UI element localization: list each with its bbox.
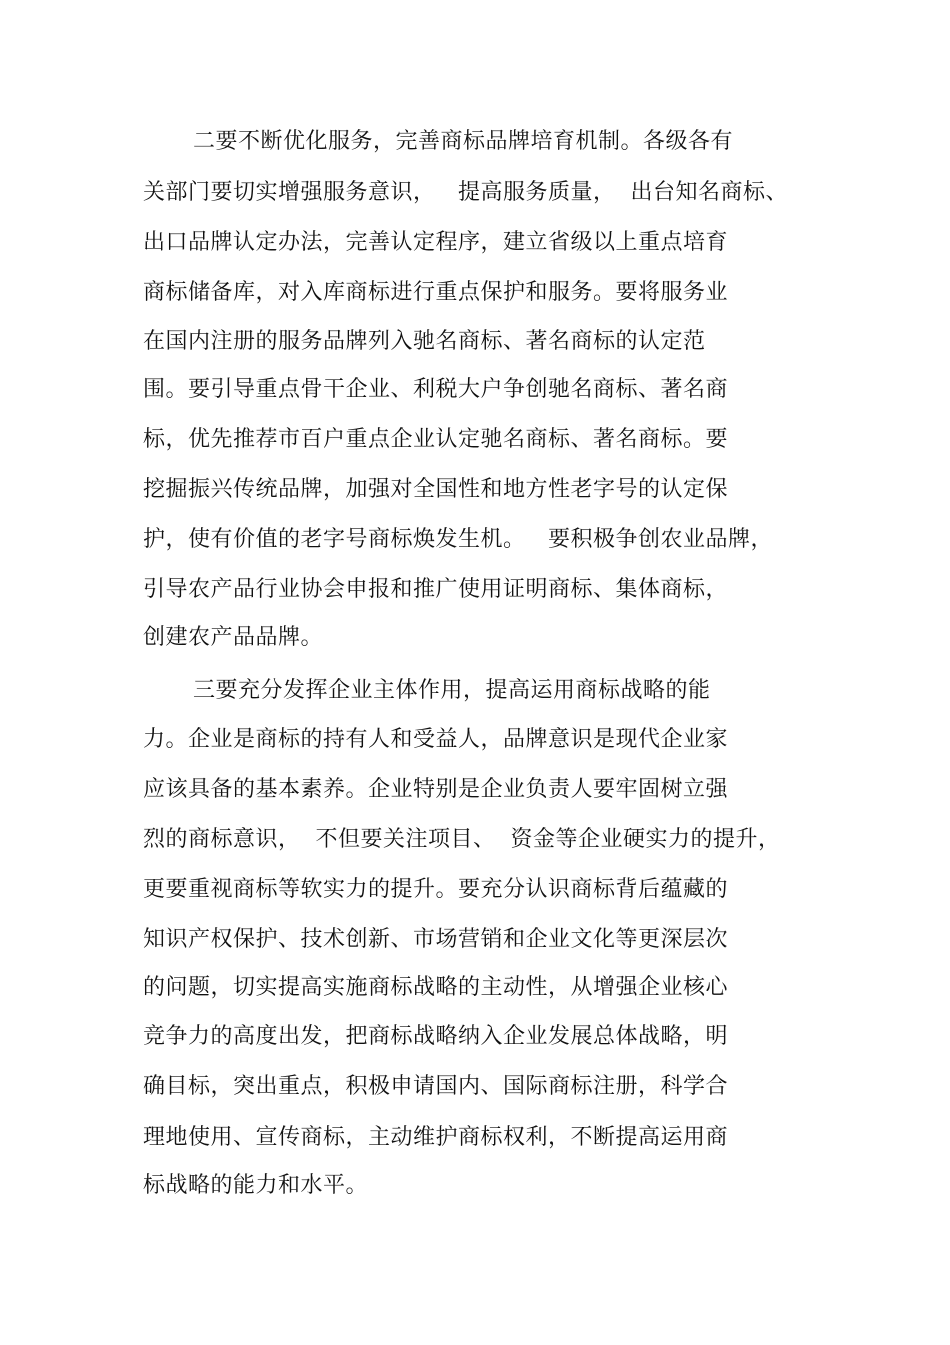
paragraph-2-line-3: 应该具备的基本素养。企业特别是企业负责人要牢固树立强 <box>143 777 729 802</box>
paragraph-2-line-4: 烈的商标意识， 不但要关注项目、 资金等企业硬实力的提升， <box>143 827 781 852</box>
paragraph-1-line-5: 在国内注册的服务品牌列入驰名商标、著名商标的认定范 <box>143 329 706 354</box>
paragraph-2-line-1: 三要充分发挥企业主体作用，提高运用商标战略的能 <box>193 678 711 703</box>
paragraph-1-line-1: 二要不断优化服务，完善商标品牌培育机制。各级各有 <box>193 129 734 154</box>
paragraph-1-line-4: 商标储备库，对入库商标进行重点保护和服务。要将服务业 <box>143 280 729 305</box>
paragraph-2-line-8: 竞争力的高度出发，把商标战略纳入企业发展总体战略，明 <box>143 1024 729 1049</box>
paragraph-1-line-11: 创建农产品品牌。 <box>143 625 324 650</box>
paragraph-1-line-3: 出口品牌认定办法，完善认定程序，建立省级以上重点培育 <box>143 230 729 255</box>
paragraph-2-line-6: 知识产权保护、技术创新、市场营销和企业文化等更深层次 <box>143 927 729 952</box>
paragraph-1-line-10: 引导农产品行业协会申报和推广使用证明商标、集体商标， <box>143 577 729 602</box>
paragraph-2-line-11: 标战略的能力和水平。 <box>143 1173 369 1198</box>
paragraph-2-line-2: 力。企业是商标的持有人和受益人，品牌意识是现代企业家 <box>143 727 729 752</box>
paragraph-2-line-7: 的问题，切实提高实施商标战略的主动性，从增强企业核心 <box>143 975 729 1000</box>
paragraph-2-line-5: 更要重视商标等软实力的提升。要充分认识商标背后蕴藏的 <box>143 877 729 902</box>
paragraph-1-line-9: 护，使有价值的老字号商标焕发生机。 要积极争创农业品牌， <box>143 527 773 552</box>
paragraph-1-line-8: 挖掘振兴传统品牌，加强对全国性和地方性老字号的认定保 <box>143 477 729 502</box>
paragraph-2-line-10: 理地使用、宣传商标，主动维护商标权利，不断提高运用商 <box>143 1125 729 1150</box>
paragraph-1-line-6: 围。要引导重点骨干企业、利税大户争创驰名商标、著名商 <box>143 377 729 402</box>
paragraph-2-line-9: 确目标，突出重点，积极申请国内、国际商标注册，科学合 <box>143 1074 729 1099</box>
paragraph-1-line-2: 关部门要切实增强服务意识， 提高服务质量， 出台知名商标、 <box>143 180 788 205</box>
paragraph-1-line-7: 标，优先推荐市百户重点企业认定驰名商标、著名商标。要 <box>143 427 729 452</box>
